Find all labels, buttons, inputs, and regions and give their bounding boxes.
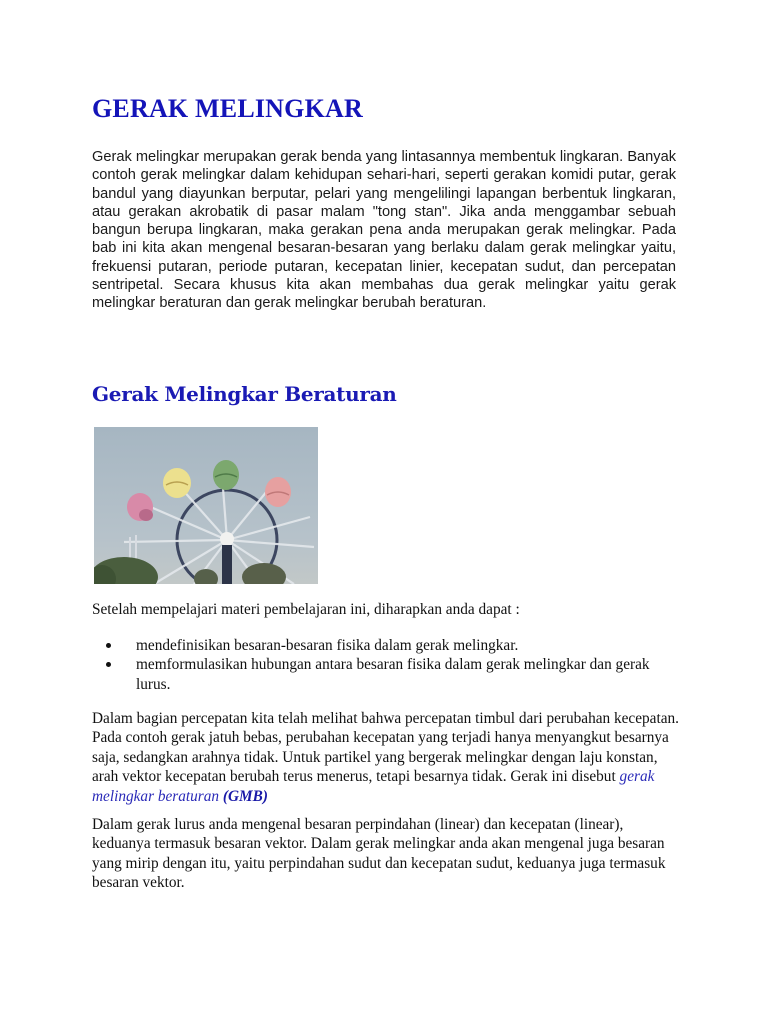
linear-paragraph: Dalam gerak lurus anda mengenal besaran perpindahan (linear) dan kecepatan (linear), keduanya termasuk besaran vektor. Dalam gerak melingkar anda akan mengenal juga besaran yang mirip dengan itu, yaitu perpindahan sudut dan kecepatan sudut, keduanya juga termasuk besaran vektor. xyxy=(92,816,666,892)
acceleration-text: Dalam bagian percepatan kita telah melihat bahwa percepatan timbul dari perubahan kecepatan. Pada contoh gerak jatuh bebas, perubahan kecepatan yang terjadi hanya menyangkut besarnya saja, sedangkan arahnya tidak. Untuk partikel yang bergerak melingkar dengan laju konstan, arah vektor kecepatan berubah terus menerus, tetapi besarnya tidak. Gerak ini disebut xyxy=(92,710,679,786)
list-item xyxy=(92,636,676,655)
objectives-intro: Setelah mempelajari materi pembelajaran ini, diharapkan anda dapat : xyxy=(92,601,520,618)
bullet-icon xyxy=(106,662,111,667)
bullet-icon xyxy=(106,643,111,648)
list-item xyxy=(92,655,676,694)
objective-text: mendefinisikan besaran-besaran fisika dalam gerak melingkar. xyxy=(136,637,519,654)
gmb-abbreviation: (GMB) xyxy=(222,787,268,805)
ferris-wheel-image xyxy=(94,427,318,584)
page-title: GERAK MELINGKAR xyxy=(92,94,363,123)
objectives-list xyxy=(92,636,676,694)
intro-paragraph: Gerak melingkar merupakan gerak benda yang lintasannya membentuk lingkaran. Banyak contoh gerak melingkar dalam kehidupan sehari-hari, seperti gerakan komidi putar, gerak bandul yang diayunkan berputar, pelari yang mengelilingi lapangan berbentuk lingkaran, atau gerakan akrobatik di pasar malam "tong stan". Jika anda menggambar sebuah bangun berupa lingkaran, maka gerakan pena anda merupakan gerak melingkar. Pada bab ini kita akan mengenal besaran-besaran yang berlaku dalam gerak melingkar yaitu, frekuensi putaran, periode putaran, kecepatan linier, kecepatan sudut, dan percepatan sentripetal. Secara khusus kita akan membahas dua gerak melingkar yaitu gerak melingkar beraturan dan gerak melingkar berubah beraturan. xyxy=(92,149,676,312)
acceleration-paragraph xyxy=(92,709,682,806)
section-heading: Gerak Melingkar Beraturan xyxy=(92,382,397,406)
objective-text: memformulasikan hubungan antara besaran fisika dalam gerak melingkar dan gerak lurus. xyxy=(136,656,650,693)
gmb-term-text: gerak melingkar beraturan xyxy=(92,768,655,805)
